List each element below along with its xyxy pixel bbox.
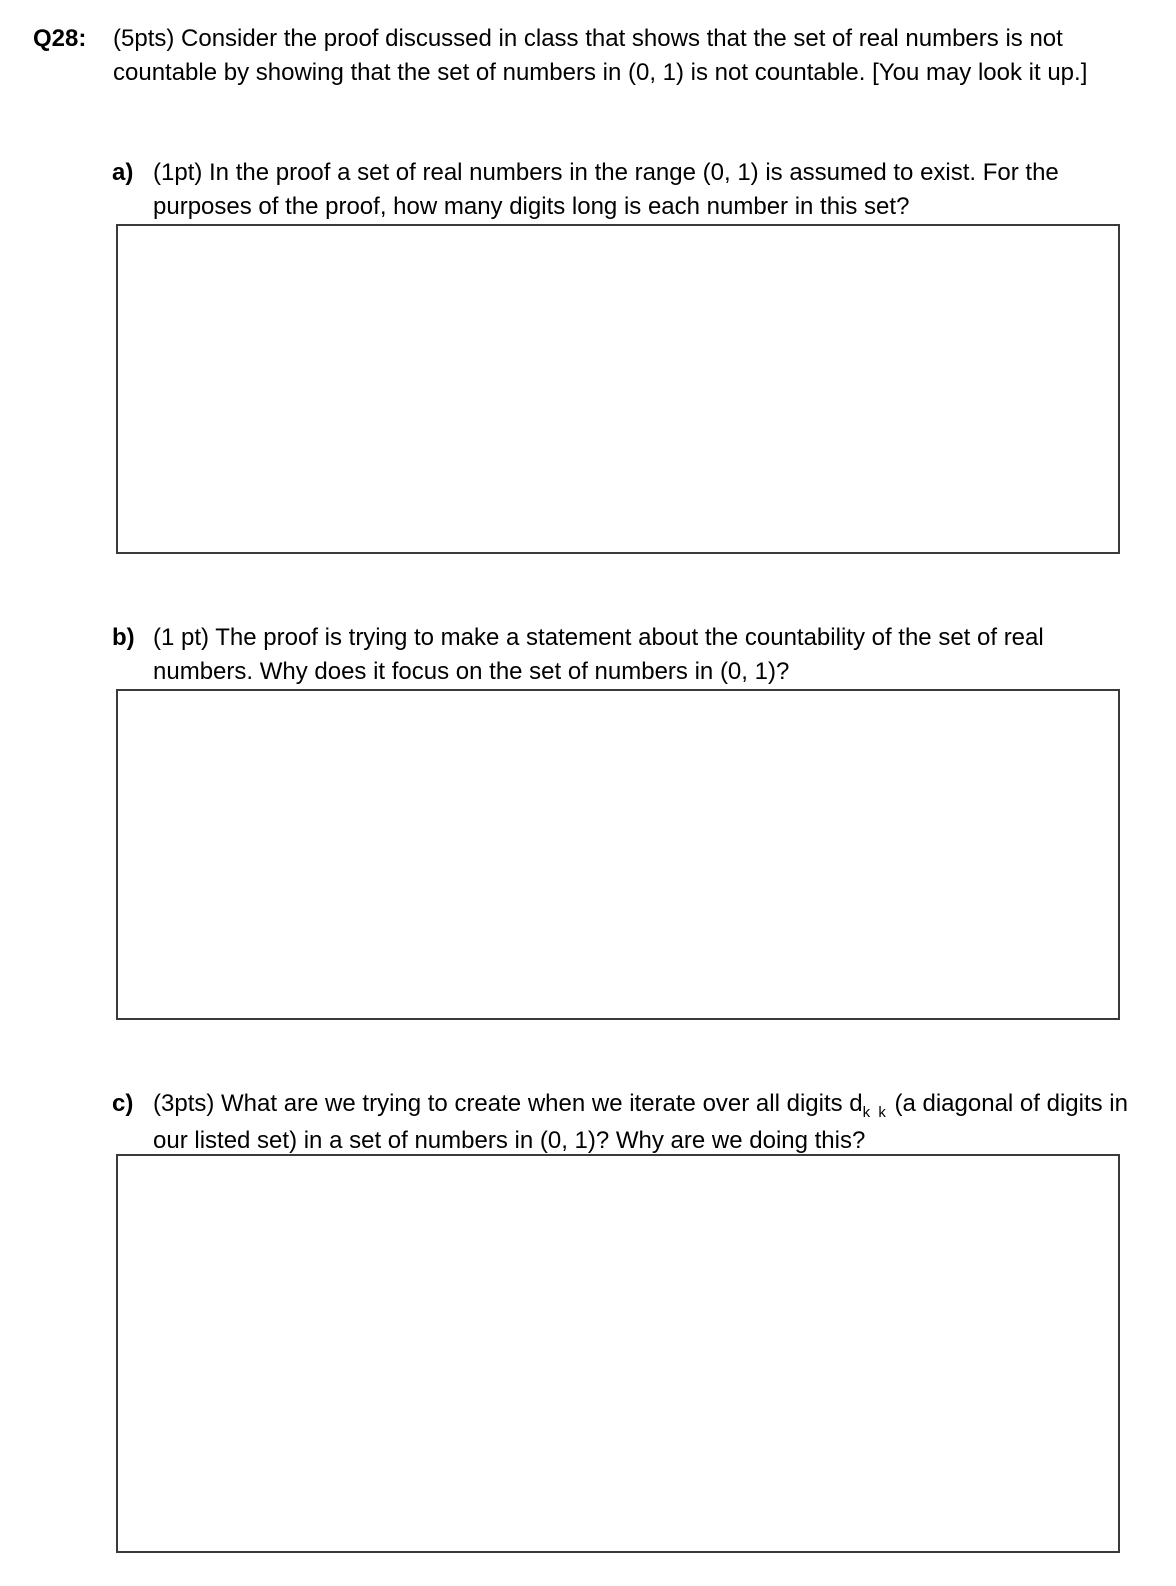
- part-a-answer-box[interactable]: [116, 224, 1120, 554]
- part-c-prompt-end: (a diagonal of digits in our listed set) in a set of numbers in (0, 1)? Why are we doing this?: [153, 1090, 1128, 1154]
- question-number: Q28:: [33, 25, 87, 52]
- part-c-answer-box[interactable]: [116, 1154, 1120, 1553]
- part-b-prompt: (1 pt) The proof is trying to make a statement about the countability of the set of real numbers. Why does it focus on the set of numbers in (0, 1)?: [153, 624, 1044, 685]
- part-c-prompt-start: (3pts) What are we trying to create when we iterate over all digits d: [153, 1090, 863, 1117]
- diagonal-subscript: k k: [862, 1104, 888, 1121]
- part-c-letter: c): [112, 1090, 134, 1117]
- part-b-letter: b): [112, 624, 135, 651]
- part-b-answer-box[interactable]: [116, 689, 1120, 1020]
- part-c-prompt: [153, 1087, 1143, 1158]
- part-a-letter: a): [112, 159, 134, 186]
- question-prompt: (5pts) Consider the proof discussed in class that shows that the set of real numbers is not countable by showing that the set of numbers in (0, 1) is not countable. [You may look it up.]: [113, 25, 1088, 86]
- part-a-prompt: (1pt) In the proof a set of real numbers in the range (0, 1) is assumed to exist. For the purposes of the proof, how many digits long is each number in this set?: [153, 159, 1059, 220]
